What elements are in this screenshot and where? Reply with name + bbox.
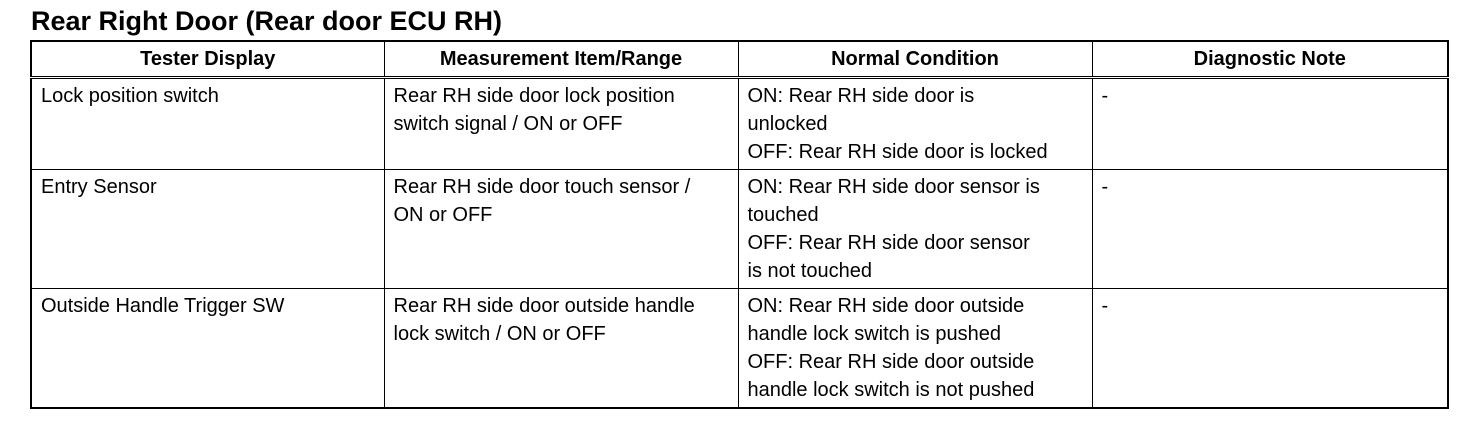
- page-title: Rear Right Door (Rear door ECU RH): [31, 6, 503, 36]
- header-tester-display: Tester Display: [31, 41, 384, 78]
- normal-condition-line: OFF: Rear RH side door sensor: [747, 232, 1030, 254]
- diagnostic-note-text: -: [1101, 176, 1109, 198]
- normal-condition-line: OFF: Rear RH side door is locked: [747, 141, 1048, 163]
- table-row: [31, 170, 1448, 289]
- diagnostic-table: [30, 40, 1449, 409]
- diagnostic-note-text: -: [1101, 85, 1109, 107]
- header-normal-condition: Normal Condition: [738, 41, 1092, 78]
- measurement-line: Rear RH side door outside handle: [393, 295, 695, 317]
- measurement-line: Rear RH side door touch sensor /: [393, 176, 691, 198]
- measurement-cell: [384, 78, 738, 170]
- normal-condition-cell: [738, 170, 1092, 289]
- table-header-row: [31, 41, 1448, 78]
- measurement-line: Rear RH side door lock position: [393, 85, 675, 107]
- normal-condition-line: ON: Rear RH side door is: [747, 85, 975, 107]
- normal-condition-line: unlocked: [747, 113, 828, 135]
- measurement-line: ON or OFF: [393, 204, 493, 226]
- table-row: [31, 78, 1448, 170]
- normal-condition-line: touched: [747, 204, 819, 226]
- normal-condition-cell: [738, 78, 1092, 170]
- tester-display-cell: [31, 170, 384, 289]
- tester-display-text: Lock position switch: [41, 85, 219, 107]
- tester-display-cell: [31, 78, 384, 170]
- diagnostic-note-cell: [1092, 289, 1448, 409]
- header-measurement-item-range: Measurement Item/Range: [384, 41, 738, 78]
- normal-condition-line: is not touched: [747, 260, 873, 282]
- normal-condition-line: handle lock switch is pushed: [747, 323, 1001, 345]
- diagnostic-note-cell: [1092, 170, 1448, 289]
- measurement-cell: [384, 289, 738, 409]
- normal-condition-cell: [738, 289, 1092, 409]
- diagnostic-note-text: -: [1101, 295, 1109, 317]
- normal-condition-line: handle lock switch is not pushed: [747, 379, 1035, 401]
- diagnostic-note-cell: [1092, 78, 1448, 170]
- normal-condition-line: OFF: Rear RH side door outside: [747, 351, 1035, 373]
- measurement-cell: [384, 170, 738, 289]
- measurement-line: switch signal / ON or OFF: [393, 113, 623, 135]
- normal-condition-line: ON: Rear RH side door outside: [747, 295, 1025, 317]
- header-diagnostic-note: Diagnostic Note: [1092, 41, 1448, 78]
- tester-display-text: Outside Handle Trigger SW: [41, 295, 285, 317]
- tester-display-cell: [31, 289, 384, 409]
- normal-condition-line: ON: Rear RH side door sensor is: [747, 176, 1040, 198]
- measurement-line: lock switch / ON or OFF: [393, 323, 606, 345]
- tester-display-text: Entry Sensor: [41, 176, 157, 198]
- table-row: [31, 289, 1448, 409]
